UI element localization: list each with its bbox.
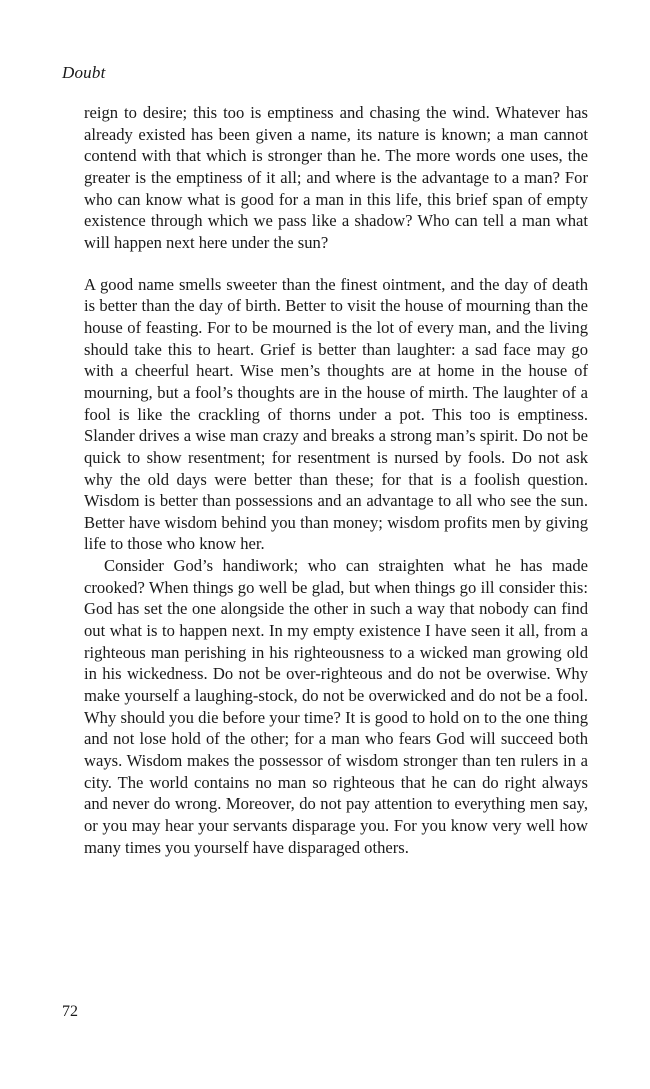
body-text <box>84 102 588 858</box>
paragraph-consider: Consider God’s handiwork; who can straighten what he has made crooked? When things go well be glad, but when things go ill consider this: God has set the one alongside the other in such a way that nobody can find out what is to happen next. In my empty existence I have seen it all, from a righteous man perishing in his righteousness to a wicked man growing old in his wickedness. Do not be over-righteous and do not be overwise. Why make yourself a laughing-stock, do not be overwicked and do not be a fool. Why should you die before your time? It is good to hold on to the one thing and not lose hold of the other; for a man who fears God will succeed both ways. Wisdom makes the possessor of wisdom stronger than ten rulers in a city. The world contains no man so righteous that he can do right always and never do wrong. Moreover, do not pay attention to everything men say, or you may hear your servants disparage you. For you know very well how many times you yourself have disparaged others. <box>84 556 588 857</box>
running-head: Doubt <box>62 63 106 82</box>
paragraph-continued: reign to desire; this too is emptiness and chasing the wind. Whatever has already existed has been given a name, its nature is known; a man cannot contend with that which is stronger than he. The more words one uses, the greater is the emptiness of it all; and where is the advantage to a man? For who can know what is good for a man in this life, this brief span of empty existence through which we pass like a shadow? Who can tell a man what will happen next here under the sun? <box>84 103 588 252</box>
paragraph-good-name: A good name smells sweeter than the finest ointment, and the day of death is better than the day of birth. Better to visit the house of mourning than the house of feasting. For to be mourned is the lot of every man, and the living should take this to heart. Grief is better than laughter: a sad face may go with a cheerful heart. Wise men’s thoughts are at home in the house of mourning, but a fool’s thoughts are in the house of mirth. The laughter of a fool is like the crackling of thorns under a pot. This too is emptiness. Slander drives a wise man crazy and breaks a strong man’s spirit. Do not be quick to show resentment; for resentment is nursed by fools. Do not ask why the old days were better than these; for that is a foolish question. Wisdom is better than possessions and an advantage to all who see the sun. Better have wisdom behind you than money; wisdom profits men by giving life to those who know her. <box>84 274 588 554</box>
page-number: 72 <box>62 1003 78 1020</box>
